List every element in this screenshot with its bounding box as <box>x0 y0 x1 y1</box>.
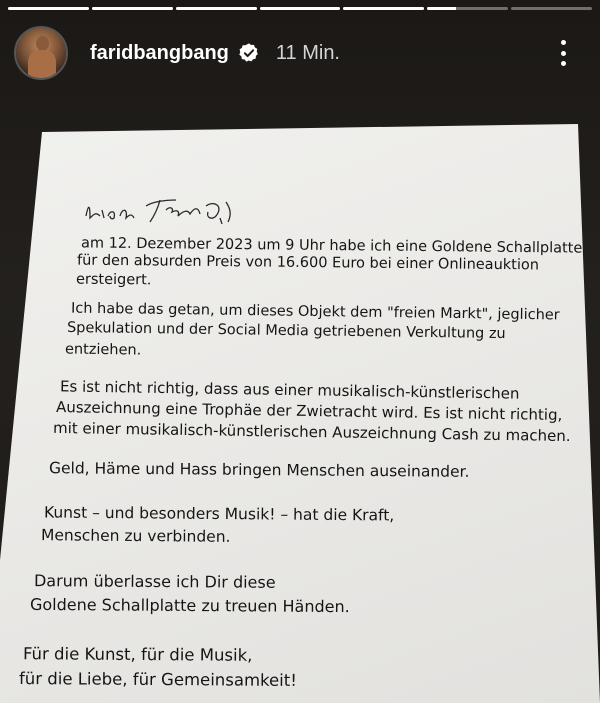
username[interactable]: faridbangbang <box>90 41 229 64</box>
story-progress-segment <box>427 7 508 10</box>
letter-line: am 12. Dezember 2023 um 9 Uhr habe ich eine Goldene Schallplatte <box>80 235 583 257</box>
story-progress-fill <box>427 7 455 10</box>
letter-line: Menschen zu verbinden. <box>40 526 231 546</box>
verified-badge-icon <box>238 42 260 64</box>
letter-line: Darum überlasse ich Dir diese <box>33 571 276 592</box>
story-progress-fill <box>343 7 424 10</box>
story-progress-fill <box>8 7 89 10</box>
more-dot <box>561 61 566 66</box>
more-dot <box>561 40 566 45</box>
letter-line: Goldene Schallplatte zu treuen Händen. <box>29 594 350 617</box>
handwritten-salutation <box>80 188 260 230</box>
avatar-torso <box>28 50 56 80</box>
story-header <box>14 24 590 82</box>
more-dot <box>561 51 566 56</box>
letter-line: Spekulation und der Social Media getriebenen Verkultung zu <box>66 319 506 343</box>
letter-line: ersteigert. <box>75 271 152 289</box>
story-progress-segment <box>176 7 257 10</box>
story-progress-segment <box>260 7 341 10</box>
story-timestamp: 11 Min. <box>275 41 340 64</box>
story-progress-segment <box>92 7 173 10</box>
story-progress-segment <box>343 7 424 10</box>
story-progress-bar <box>8 7 592 10</box>
letter-line: Es ist nicht richtig, dass aus einer musikalisch-künstlerischen <box>59 377 520 403</box>
letter-line: Geld, Häme und Hass bringen Menschen auseinander. <box>48 459 470 481</box>
letter-line: für die Liebe, für Gemeinsamkeit! <box>18 669 297 690</box>
story-progress-segment <box>511 7 592 10</box>
letter-line: Für die Kunst, für die Musik, <box>22 644 253 665</box>
story-progress-segment <box>8 7 89 10</box>
letter-line: Auszeichnung eine Trophäe der Zwietracht wird. Es ist nicht richtig, <box>55 398 563 424</box>
more-vertical-icon[interactable] <box>558 40 568 66</box>
letter-line: Kunst – und besonders Musik! – hat die Kraft, <box>43 503 395 525</box>
letter-line: mit einer musikalisch-künstlerischen Auszeichnung Cash zu machen. <box>52 418 571 446</box>
avatar[interactable] <box>14 26 68 80</box>
story-progress-fill <box>92 7 173 10</box>
story-progress-fill <box>176 7 257 10</box>
letter-line: für den absurden Preis von 16.600 Euro bei einer Onlineauktion <box>76 252 540 274</box>
avatar-head <box>36 36 49 51</box>
letter-line: entziehen. <box>64 341 142 359</box>
story-progress-fill <box>260 7 341 10</box>
letter-line: Ich habe das getan, um dieses Objekt dem "freien Markt", jeglicher <box>70 300 560 324</box>
